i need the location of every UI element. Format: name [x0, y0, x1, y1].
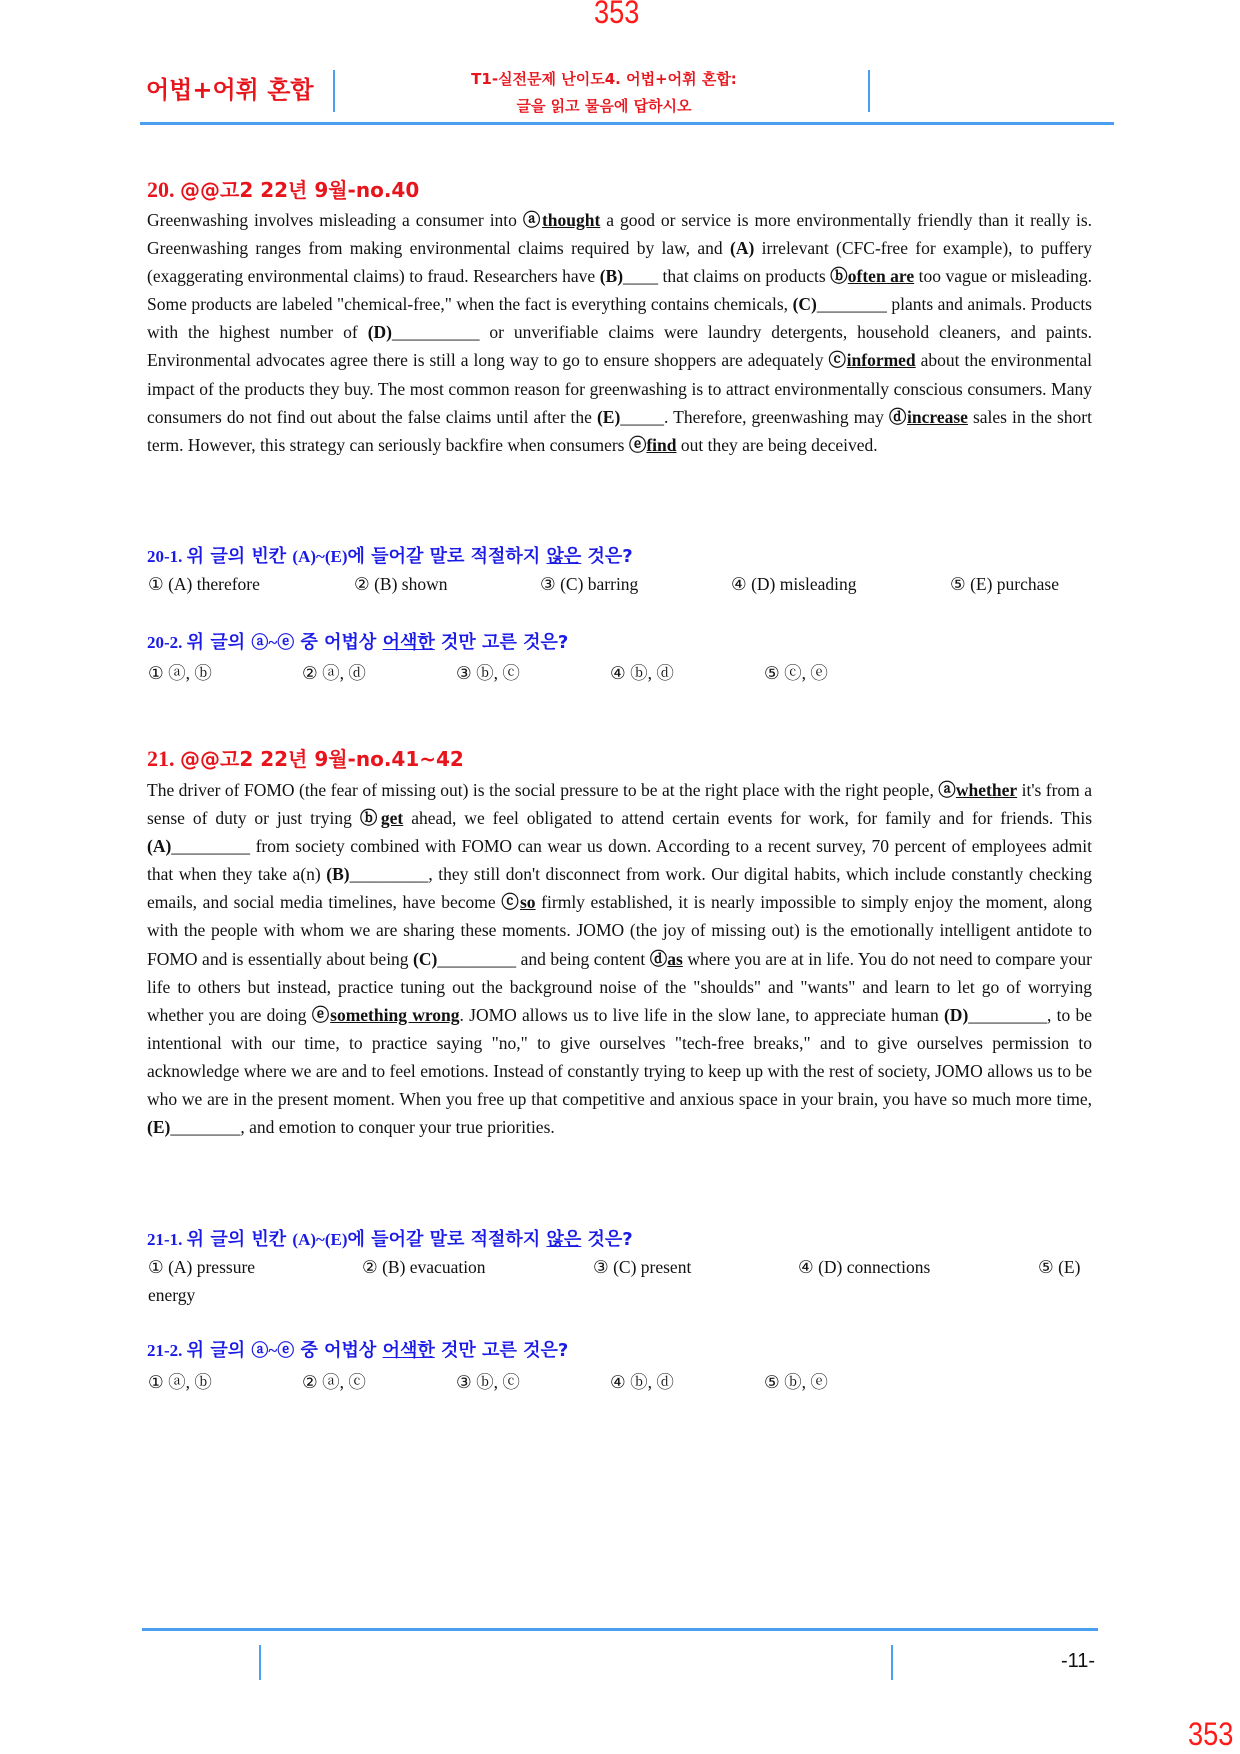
circled-marker: ⓐ: [522, 210, 542, 230]
answer-option[interactable]: ③ ⓑ, ⓒ: [456, 1372, 520, 1392]
section-source: @@고2 22년 9월-no.41~42: [180, 747, 464, 771]
circled-marker: ⓑ: [359, 808, 381, 829]
prompt-emphasis: 않은: [546, 546, 582, 567]
question-number: 21-2.: [147, 1341, 183, 1360]
answer-option[interactable]: ⑤ (E) purchase: [950, 574, 1059, 594]
passage-text: too vague or misleading. Some products are labeled "chemical-free," when the fact is everything contains chemicals,: [147, 266, 1093, 315]
question-prompt: [147, 1336, 568, 1362]
blank-label: (D): [943, 1004, 969, 1025]
section-source: @@고2 22년 9월-no.40: [180, 178, 420, 202]
footer-page-label: -11-: [1061, 1650, 1096, 1672]
passage-text: from society combined with FOMO can wear us down. According to a recent survey, 70 percent of employees admit that when they take a(n): [147, 836, 1092, 885]
blank-label: (E): [147, 1117, 171, 1138]
prompt-text: 것은?: [581, 546, 633, 567]
blank-label: (A): [147, 836, 172, 857]
footer-divider: [259, 1645, 261, 1680]
answer-option[interactable]: ① (A) therefore: [148, 574, 260, 594]
prompt-text: 위 글의 빈칸: [186, 1229, 293, 1250]
blank: _________: [437, 948, 517, 969]
answer-option[interactable]: ① ⓐ, ⓑ: [148, 663, 212, 683]
circled-marker: ⓓ: [888, 406, 907, 427]
answer-option[interactable]: ① (A) pressure: [148, 1257, 256, 1277]
blank: ____: [623, 266, 659, 287]
section-number: 21.: [147, 746, 175, 771]
blank: _________: [968, 1004, 1048, 1025]
passage-text: sales in the short term. However, this strategy can seriously backfire when consumers: [147, 406, 1092, 455]
circled-marker: ⓔ: [311, 1004, 331, 1025]
circled-marker: ⓒ: [828, 350, 847, 371]
underlined-target: something wrong: [330, 1004, 460, 1025]
header-divider: [868, 70, 870, 112]
underlined-target: get: [380, 808, 404, 829]
header-divider: [333, 70, 335, 112]
prompt-emphasis: 어색한: [382, 1340, 435, 1361]
passage-text: a good or service is more environmentally friendly than it really is. Greenwashing ranges from making environmental claims required by law, and: [147, 210, 1093, 259]
blank: ________: [816, 294, 887, 315]
prompt-text: 에 들어갈 말로 적절하지: [347, 546, 547, 567]
page-number-top: 353: [594, 0, 640, 30]
prompt-text: 위 글의: [186, 1340, 252, 1361]
footer-rule: [142, 1628, 1098, 1631]
passage-text: , and emotion to conquer your true priorities.: [240, 1117, 555, 1138]
section-title: [147, 743, 464, 772]
prompt-text: 것은?: [581, 1229, 633, 1250]
underlined-target: informed: [846, 350, 916, 371]
page-number-bottom: 353: [1188, 1716, 1234, 1752]
passage-text: ahead, we feel obligated to attend certain events for work, for family and for friends. This: [403, 808, 1093, 829]
underlined-target: increase: [907, 406, 968, 427]
header-subtitle-line2: 글을 읽고 물음에 답하시오: [516, 97, 692, 115]
answer-option[interactable]: ⑤ ⓑ, ⓔ: [764, 1372, 828, 1392]
circled-marker: ⓐ: [938, 780, 956, 800]
prompt-text: 중 어법상: [294, 632, 383, 653]
answer-option[interactable]: ④ (D) connections: [798, 1257, 931, 1277]
passage-text: Greenwashing involves misleading a consumer into: [147, 210, 523, 230]
passage-text: and being content: [516, 948, 650, 969]
answer-option[interactable]: ④ (D) misleading: [731, 574, 857, 594]
answer-option-wrap: energy: [148, 1285, 196, 1305]
section-number: 20.: [147, 177, 175, 202]
prompt-text: 위 글의: [186, 632, 252, 653]
circled-marker: ⓑ: [830, 266, 848, 287]
question-number: 20-2.: [147, 633, 183, 652]
blank-label: (B): [599, 266, 624, 287]
circled-marker: ⓔ: [628, 434, 647, 455]
passage-text: . Therefore, greenwashing may: [664, 406, 889, 427]
blank-label: (C): [792, 294, 817, 315]
passage-text: where you are at in life. You do not need to compare your life to others but instead, practice tuning out the background noise of the "shoulds" and "wants" and learn to let go of worrying whether you are doing: [147, 948, 1093, 1025]
underlined-target: whether: [955, 780, 1018, 800]
prompt-range: ⓐ~ⓔ: [251, 633, 295, 652]
prompt-text: 것만 고른 것은?: [434, 632, 569, 653]
blank: _________: [349, 864, 429, 885]
passage-text: firmly established, it is nearly impossible to simply enjoy the moment, along with the people with whom we are sharing these moments. JOMO (the joy of missing out) is the emotionally intelligent antidote to FOMO and is essentially about being: [147, 892, 1092, 969]
prompt-text: 중 어법상: [294, 1340, 383, 1361]
passage-text: , to be intentional with our time, to practice saying "no," to give ourselves "tech-free breaks," and to give ourselves permission to acknowledge where we are and to feel emotions. Instead of constantly trying to keep up with the rest of society, JOMO allows us to be who we are in the present moment. When you free up that competitive and anxious space in your brain, you have so much more time,: [147, 1004, 1093, 1110]
question-prompt: [147, 628, 568, 654]
footer-divider: [891, 1645, 893, 1680]
blank: ________: [170, 1117, 241, 1138]
answer-option[interactable]: ③ (C) barring: [540, 574, 639, 594]
blank-label: (B): [326, 864, 350, 885]
underlined-target: often are: [847, 266, 915, 287]
passage-text: that claims on products: [658, 266, 831, 287]
prompt-emphasis: 어색한: [382, 632, 435, 653]
passage-text: about the environmental impact of the products they buy. The most common reason for greenwashing is to attract environmentally conscious consumers. Many consumers do not find out about the false claims until after the: [147, 350, 1092, 427]
passage: [147, 206, 1092, 459]
passage-text: . JOMO allows us to live life in the slow lane, to appreciate human: [459, 1004, 944, 1025]
answer-option[interactable]: ⑤ ⓒ, ⓔ: [764, 663, 828, 683]
prompt-range: (A)~(E): [292, 1230, 348, 1249]
passage-text: The driver of FOMO (the fear of missing out) is the social pressure to be at the right place with the right people,: [147, 780, 939, 800]
underlined-target: so: [520, 892, 536, 913]
question-prompt: [147, 1225, 633, 1251]
question-prompt: [147, 542, 633, 568]
passage-text: plants and animals. Products with the highest number of: [147, 294, 1092, 343]
circled-marker: ⓓ: [649, 948, 668, 969]
answer-option[interactable]: ④ ⓑ, ⓓ: [610, 1372, 674, 1392]
answer-option[interactable]: ③ (C) present: [593, 1257, 692, 1277]
answer-option[interactable]: ④ ⓑ, ⓓ: [610, 663, 674, 683]
passage-text: irrelevant (CFC-free for example), to puffery (exaggerating environmental claims) to fraud. Researchers have: [147, 238, 1093, 287]
answer-option[interactable]: ① ⓐ, ⓑ: [148, 1372, 212, 1392]
prompt-text: 에 들어갈 말로 적절하지: [347, 1229, 547, 1250]
answer-option[interactable]: ② ⓐ, ⓓ: [302, 663, 366, 683]
circled-marker: ⓒ: [501, 892, 520, 913]
passage-text: out they are being deceived.: [676, 434, 878, 455]
underlined-target: as: [667, 948, 683, 969]
prompt-range: (A)~(E): [292, 547, 348, 566]
answer-option[interactable]: ② ⓐ, ⓒ: [302, 1372, 366, 1392]
prompt-text: 위 글의 빈칸: [186, 546, 293, 567]
blank: __________: [391, 322, 480, 343]
header-subtitle-line1: T1-실전문제 난이도4. 어법+어휘 혼합:: [471, 70, 737, 88]
answer-option[interactable]: ③ ⓑ, ⓒ: [456, 663, 520, 683]
underlined-target: thought: [541, 210, 601, 230]
prompt-emphasis: 않은: [546, 1229, 582, 1250]
prompt-range: ⓐ~ⓔ: [251, 1341, 295, 1360]
passage: [147, 776, 1092, 1141]
blank: _____: [620, 406, 665, 427]
blank-label: (E): [596, 406, 621, 427]
answer-option[interactable]: ② (B) shown: [354, 574, 448, 594]
passage-text: or unverifiable claims were laundry detergents, household cleaners, and paints. Environmental advocates agree there is still a long way to go to ensure shoppers are adequately: [147, 322, 1093, 371]
answer-option[interactable]: ⑤ (E): [1038, 1257, 1081, 1277]
blank-label: (A): [730, 238, 755, 259]
header-rule: [140, 122, 1114, 125]
question-number: 20-1.: [147, 547, 183, 566]
blank-label: (C): [413, 948, 438, 969]
answer-option[interactable]: ② (B) evacuation: [362, 1257, 486, 1277]
section-title: [147, 174, 419, 203]
question-number: 21-1.: [147, 1230, 183, 1249]
underlined-target: find: [646, 434, 677, 455]
blank: _________: [171, 836, 251, 857]
prompt-text: 것만 고른 것은?: [434, 1340, 569, 1361]
passage-text: , they still don't disconnect from work. Our digital habits, which include constantly checking emails, and social media timelines, have become: [147, 864, 1092, 913]
blank-label: (D): [367, 322, 392, 343]
passage-text: it's from a sense of duty or just trying: [147, 780, 1092, 829]
header-title: 어법+어휘 혼합: [146, 76, 314, 104]
header-subtitle: [340, 66, 868, 120]
